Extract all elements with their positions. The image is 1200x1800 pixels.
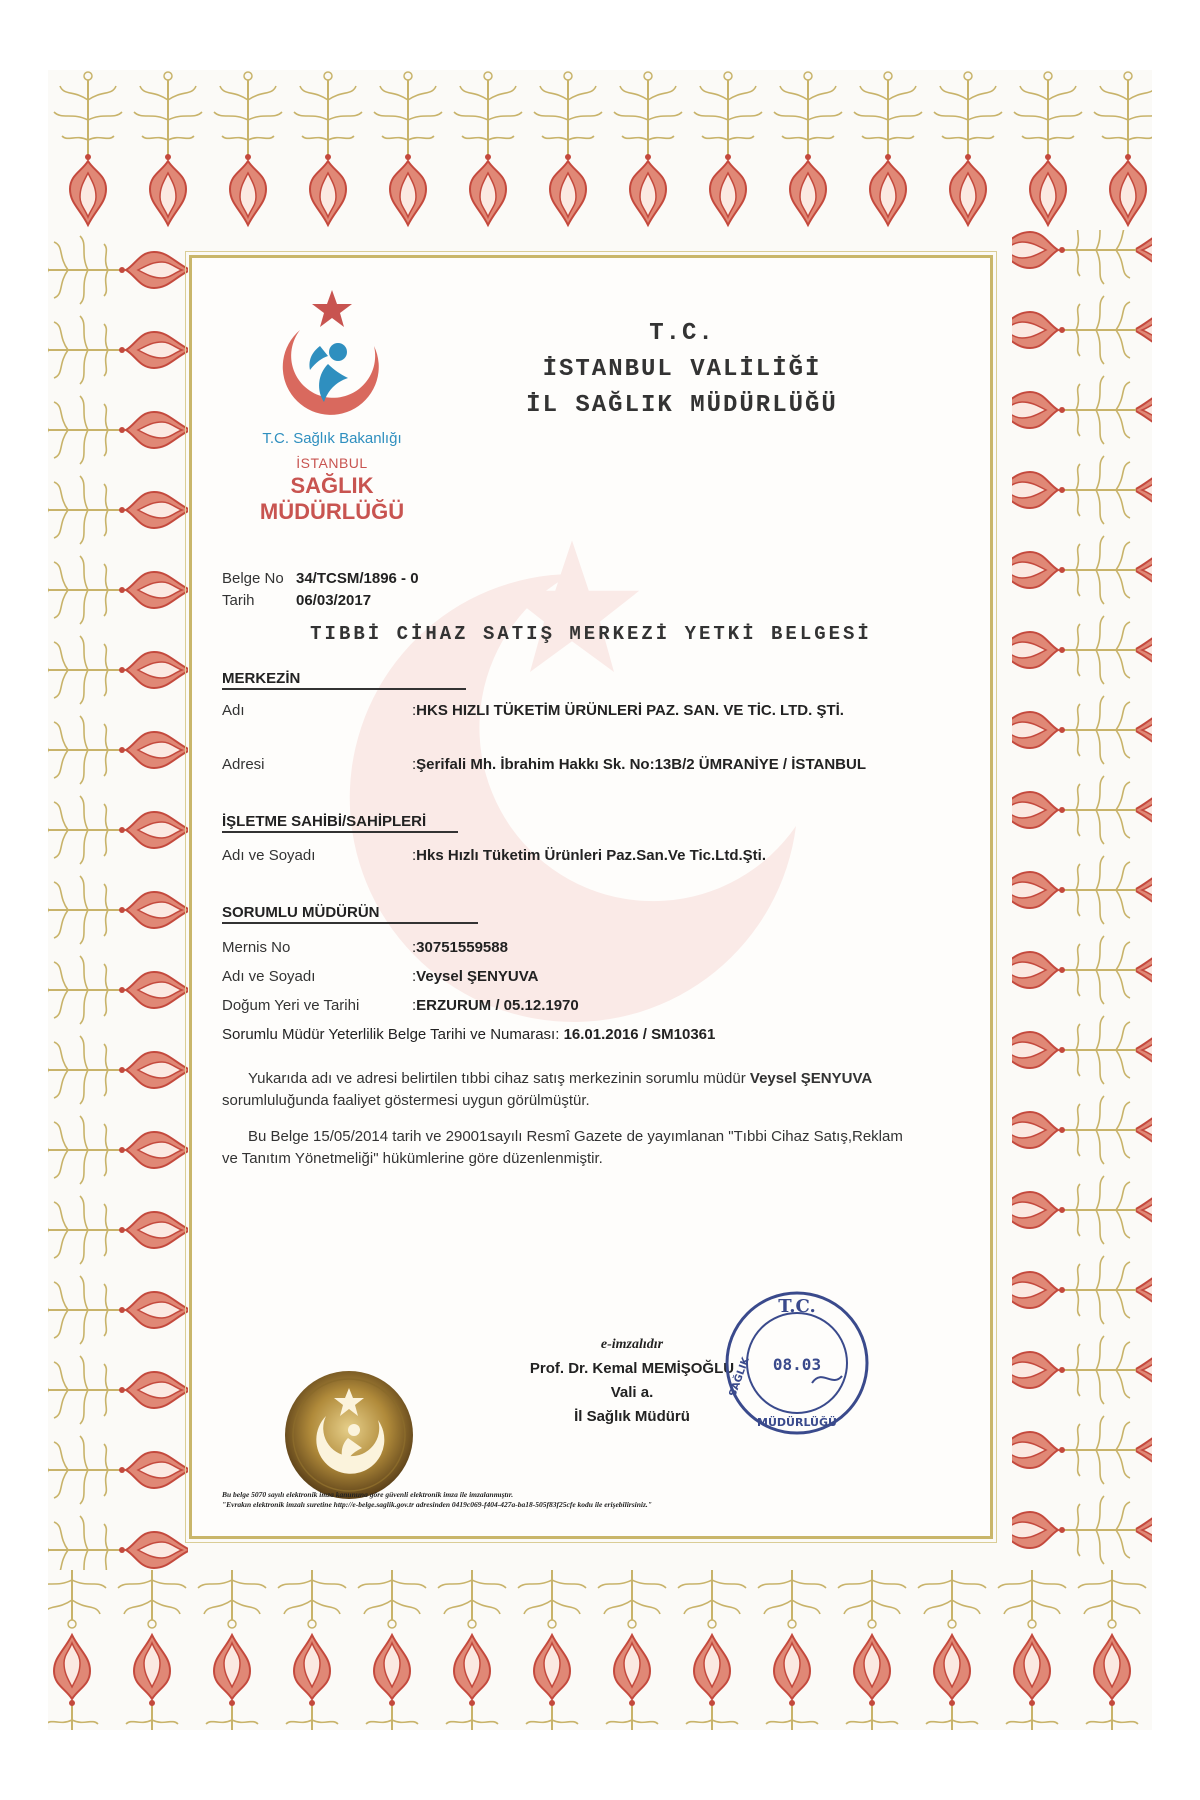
belge-no-label: Belge No [222,570,284,587]
signer-name: Prof. Dr. Kemal MEMİŞOĞLU [529,1360,735,1377]
tarih-value: 06/03/2017 [296,592,372,609]
mernis-value: : 30751559588 [412,938,902,957]
section-merkez: MERKEZİN [222,670,466,690]
merkez-adres-label: Adresi [222,756,265,773]
document-title: TIBBİ CİHAZ SATIŞ MERKEZİ YETKİ BELGESİ [310,623,872,645]
isletme-adsoyad-value: : Hks Hızlı Tüketim Ürünleri Paz.San.Ve Tic.Ltd.Şti. [412,846,902,865]
merkez-adi-value: : HKS HIZLI TÜKETİM ÜRÜNLERİ PAZ. SAN. VE TİC. LTD. ŞTİ. [412,701,902,720]
gold-seal-icon [282,1368,417,1503]
signer-role: Vali a. [610,1384,654,1401]
esignature-note: e-imzalıdır [600,1337,664,1352]
section-isletme: İŞLETME SAHİBİ/SAHİPLERİ [222,813,458,833]
tarih-label: Tarih [222,592,255,609]
isletme-adsoyad-label: Adı ve Soyadı [222,847,316,864]
paragraph-approval [222,1068,922,1112]
mudur-adsoyad-label: Adı ve Soyadı [222,968,316,985]
field-merkez-adres [222,755,962,774]
footer-line1: Bu belge 5070 sayılı elektronik imza kanununa göre güvenli elektronik imza ile imzalanmıştır. [222,1490,514,1499]
field-isletme-adsoyad [222,846,962,865]
official-stamp-icon [722,1288,872,1438]
signer-title: İl Sağlık Müdürü [574,1408,690,1425]
yeterlilik-label: Sorumlu Müdür Yeterlilik Belge Tarihi ve Numarası: [222,1026,560,1043]
yeterlilik-value: 16.01.2016 / SM10361 [563,1026,716,1043]
header-line2: İSTANBUL VALİLİĞİ [542,356,822,383]
field-dogum [222,996,962,1015]
paragraph1-text-a: Yukarıda adı ve adresi belirtilen tıbbi cihaz satış merkezinin sorumlu müdür [248,1070,746,1087]
header-line3: İL SAĞLIK MÜDÜRLÜĞÜ [526,392,838,419]
field-mudur-adsoyad [222,967,962,986]
certificate-content [189,255,993,1539]
issuer-header [472,316,892,424]
footer-note [222,1490,962,1510]
dogum-label: Doğum Yeri ve Tarihi [222,997,360,1014]
merkez-adi-label: Adı [222,702,245,719]
stamp-ring-bottom: MÜDÜRLÜĞÜ [757,1416,837,1429]
stamp-date: 08.03 [772,1355,822,1374]
header-line1: T.C. [649,320,715,347]
paragraph1-name: Veysel ŞENYUVA [749,1070,873,1087]
field-mernis [222,938,962,957]
ministry-logo [232,286,432,556]
stamp-top: T.C. [778,1296,816,1317]
signature-block [522,1333,742,1429]
merkez-adres-value: : Şerifali Mh. İbrahim Hakkı Sk. No:13B/2 ÜMRANİYE / İSTANBUL [412,755,902,774]
dogum-value: : ERZURUM / 05.12.1970 [412,996,902,1015]
section-mudur: SORUMLU MÜDÜRÜN [222,904,478,924]
logo-line2: MÜDÜRLÜĞÜ [259,499,405,524]
crescent-star-figure-icon [262,286,402,426]
ministry-name: T.C. Sağlık Bakanlığı [262,430,402,447]
paragraph-regulation: Bu Belge 15/05/2014 tarih ve 29001sayılı Resmî Gazete de yayımlanan "Tıbbi Cihaz Satış,Reklam ve Tanıtım Yönetmeliği" hükümlerine göre düzenlenmiştir. [222,1128,903,1167]
mernis-label: Mernis No [222,939,291,956]
logo-city: İSTANBUL [296,455,368,471]
field-merkez-adi [222,701,962,720]
logo-line1: SAĞLIK [290,473,374,498]
yeterlilik-line [222,1026,715,1043]
footer-line2: "Evrakın elektronik imzalı suretine http://e-belge.saglik.gov.tr adresinden 0419c069-f404-427a-ba18-505f83f25cfe kodu ile erişebilirsiniz." [222,1500,652,1509]
stamp-ring-left: SAĞLIK [727,1356,752,1399]
paragraph1-text-b: sorumluluğunda faaliyet göstermesi uygun görülmüştür. [222,1092,590,1109]
document-meta [222,568,419,612]
belge-no-value: 34/TCSM/1896 - 0 [296,570,419,587]
mudur-adsoyad-value: : Veysel ŞENYUVA [412,967,902,986]
